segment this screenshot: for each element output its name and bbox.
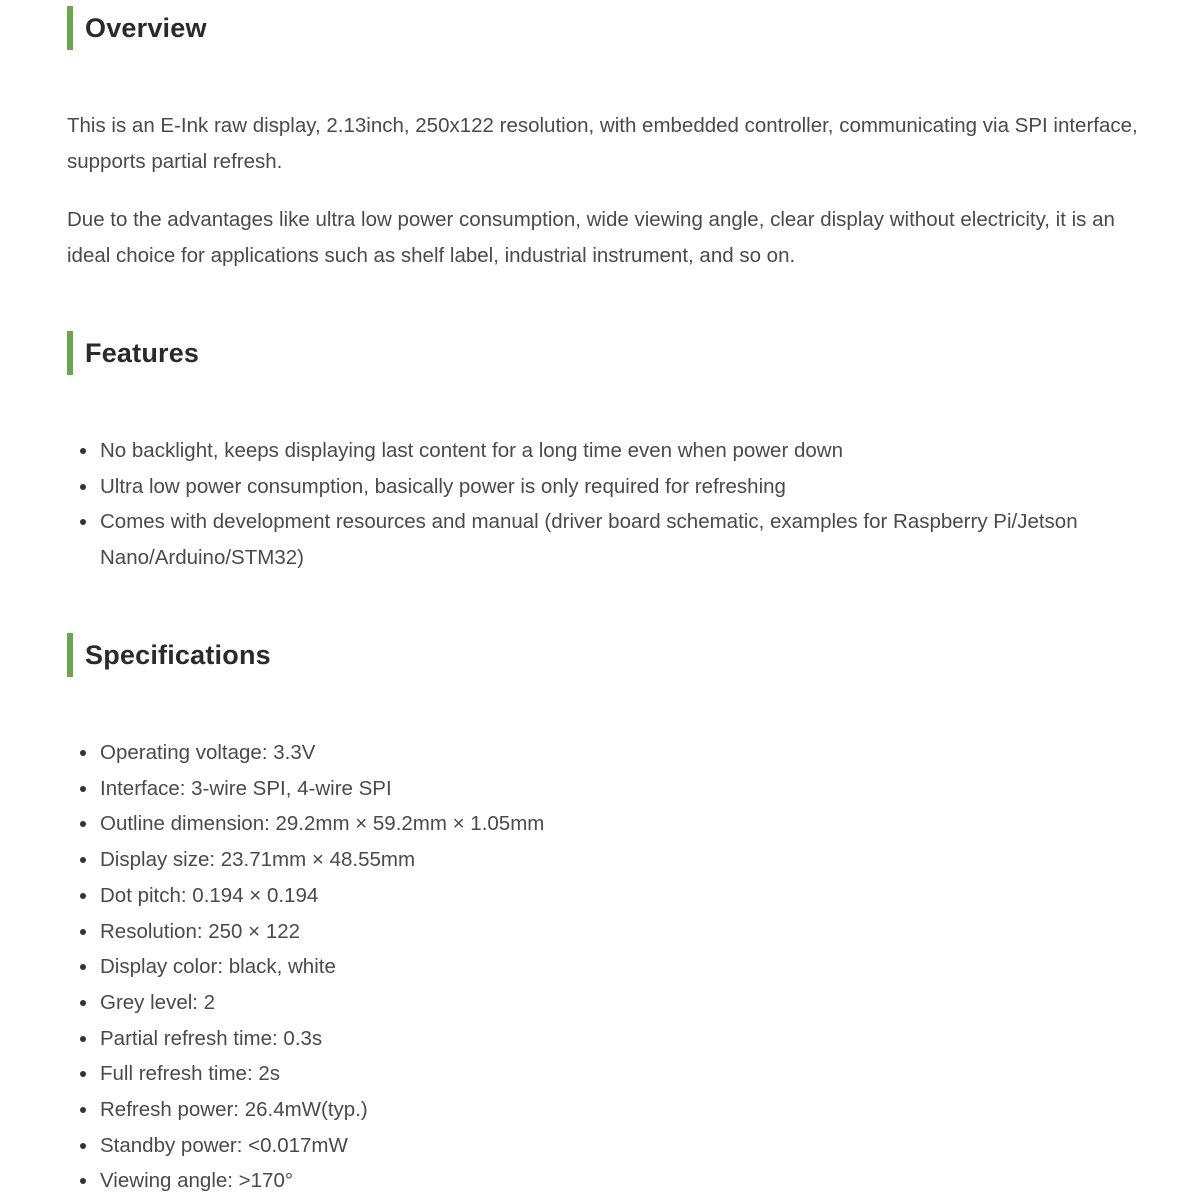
overview-paragraph-1: This is an E-Ink raw display, 2.13inch, 250x122 resolution, with embedded controller, communicating via SPI interface, supports partial refresh.	[67, 114, 1138, 173]
overview-paragraph-2: Due to the advantages like ultra low power consumption, wide viewing angle, clear display without electricity, it is an ideal choice for applications such as shelf label, industrial instrument, and so on.	[67, 208, 1115, 267]
bullet-icon	[80, 484, 86, 490]
list-item	[0, 1021, 1090, 1057]
bullet-icon	[80, 448, 86, 454]
feature-text: No backlight, keeps displaying last content for a long time even when power down	[100, 439, 843, 462]
list-item	[0, 1092, 1090, 1128]
bullet-icon	[80, 857, 86, 863]
feature-text: Ultra low power consumption, basically power is only required for refreshing	[100, 474, 786, 498]
list-item	[0, 469, 1090, 505]
list-item	[0, 735, 1090, 771]
spec-text: Dot pitch: 0.194 × 0.194	[100, 883, 319, 907]
features-accent-bar	[67, 331, 73, 375]
bullet-icon	[80, 750, 86, 756]
spec-text: Partial refresh time: 0.3s	[100, 1026, 323, 1050]
bullet-icon	[80, 821, 86, 827]
spec-text: Display color: black, white	[100, 955, 336, 979]
list-item	[0, 949, 1090, 985]
features-heading	[67, 331, 199, 375]
spec-text: Display size: 23.71mm × 48.55mm	[100, 848, 416, 872]
bullet-icon	[80, 1000, 86, 1006]
specifications-accent-bar	[67, 633, 73, 677]
bullet-icon	[80, 1036, 86, 1042]
bullet-icon	[80, 1107, 86, 1113]
spec-text: Grey level: 2	[100, 990, 216, 1014]
overview-heading	[67, 6, 207, 50]
overview-title: Overview	[85, 12, 207, 43]
list-item	[0, 842, 1090, 878]
list-item	[0, 914, 1090, 950]
list-item	[0, 1056, 1090, 1092]
feature-text: Comes with development resources and manual (driver board schematic, examples for Raspberry Pi/Jetson Nano/Arduino/STM32)	[100, 510, 1078, 570]
list-item	[0, 806, 1090, 842]
bullet-icon	[80, 519, 86, 525]
specifications-list	[0, 735, 1090, 1199]
list-item	[0, 985, 1090, 1021]
specifications-heading	[67, 633, 271, 677]
bullet-icon	[80, 893, 86, 899]
spec-text: Resolution: 250 × 122	[100, 919, 301, 943]
specifications-title: Specifications	[85, 639, 271, 670]
list-item	[0, 878, 1090, 914]
list-item	[0, 504, 1090, 575]
spec-text: Standby power: <0.017mW	[100, 1133, 348, 1157]
bullet-icon	[80, 1071, 86, 1077]
bullet-icon	[80, 1143, 86, 1149]
list-item	[0, 433, 1090, 469]
list-item	[0, 771, 1090, 807]
bullet-icon	[80, 929, 86, 935]
bullet-icon	[80, 786, 86, 792]
spec-text: Viewing angle: >170°	[100, 1169, 294, 1193]
list-item	[0, 1128, 1090, 1164]
features-title: Features	[85, 337, 200, 368]
spec-text: Outline dimension: 29.2mm × 59.2mm × 1.05mm	[100, 812, 545, 836]
spec-text: Interface: 3-wire SPI, 4-wire SPI	[100, 776, 392, 800]
list-item	[0, 1163, 1090, 1199]
bullet-icon	[80, 1178, 86, 1184]
bullet-icon	[80, 964, 86, 970]
spec-text: Full refresh time: 2s	[100, 1062, 280, 1086]
features-list	[0, 433, 1090, 576]
spec-text: Refresh power: 26.4mW(typ.)	[100, 1098, 368, 1122]
spec-text: Operating voltage: 3.3V	[100, 741, 316, 764]
overview-accent-bar	[67, 6, 73, 50]
